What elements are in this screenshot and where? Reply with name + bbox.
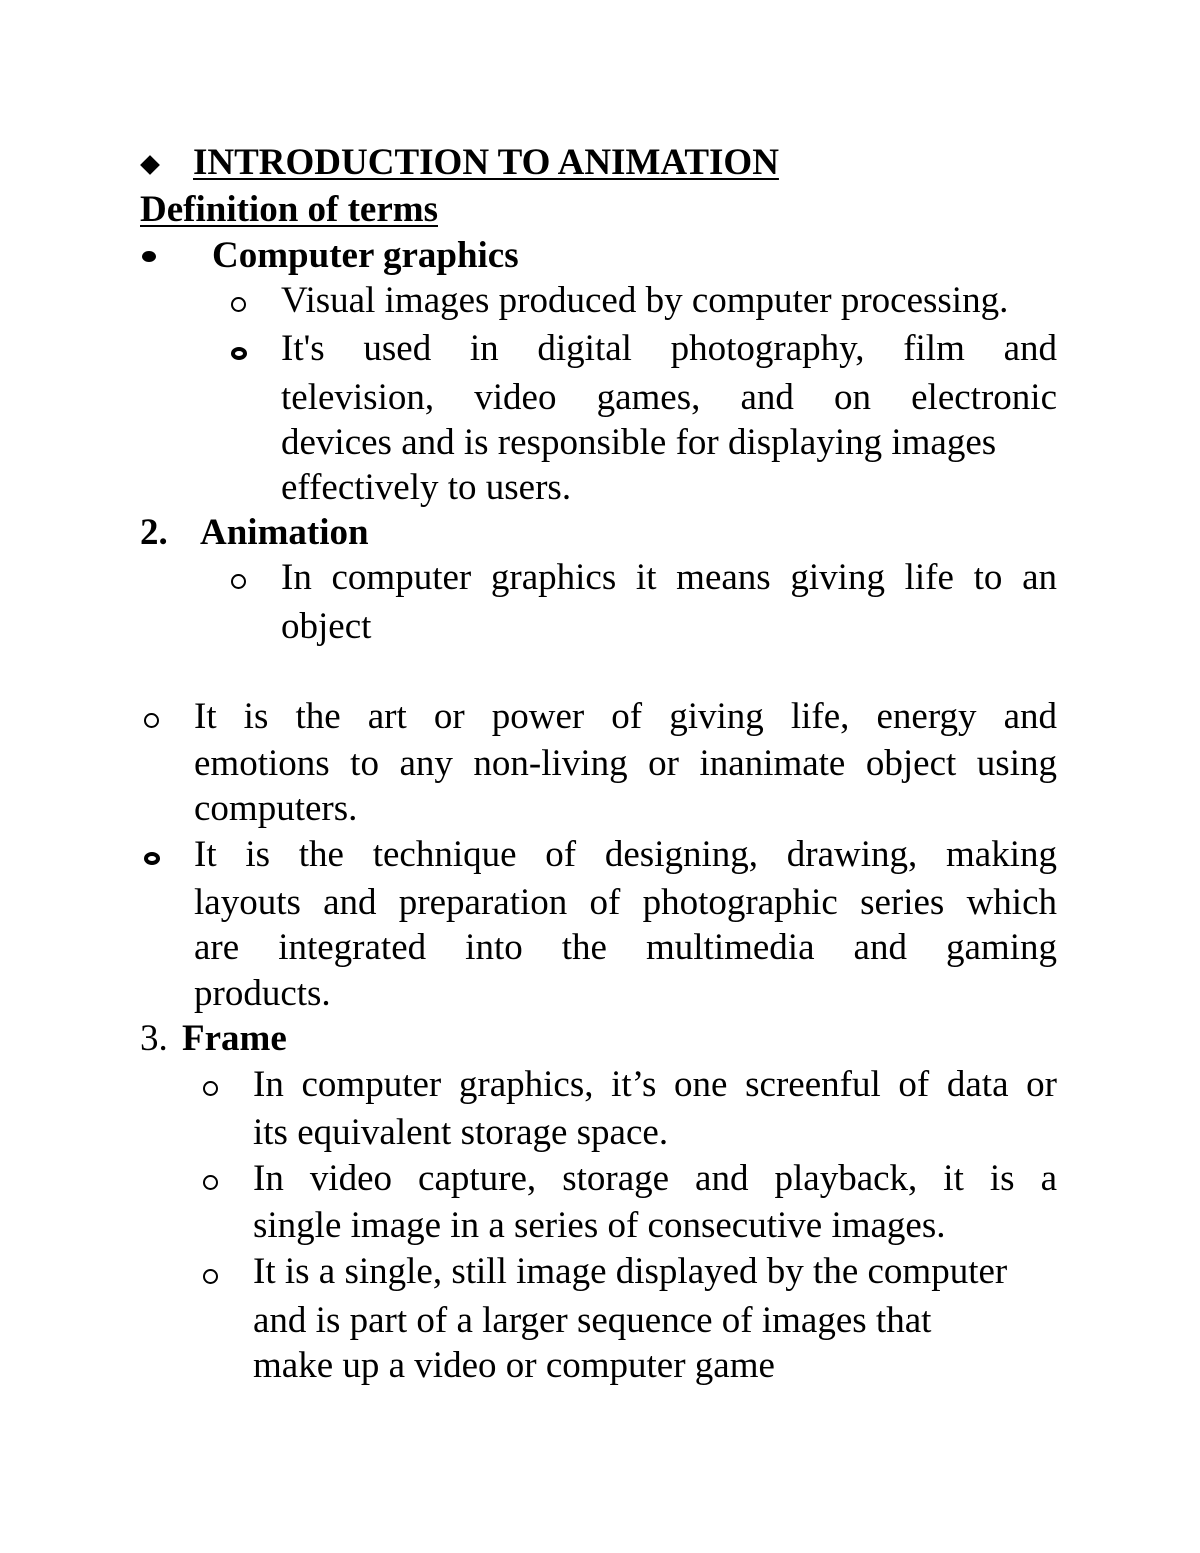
animation-item-3-line-1: It is the technique of designing, drawing, making: [194, 834, 1057, 875]
animation-item-2-line-2: emotions to any non-living or inanimate object using: [194, 743, 1057, 784]
hollow-bullet-icon: [231, 574, 246, 589]
frame-item-3-line-1: It is a single, still image displayed by the computer: [253, 1251, 1008, 1292]
graphics-item-2-line-4: effectively to users.: [281, 467, 572, 508]
hollow-bullet-icon: [231, 297, 246, 312]
animation-item-1-line-2: object: [281, 606, 372, 647]
animation-item-3-line-2: layouts and preparation of photographic series which: [194, 882, 1057, 923]
page-title: INTRODUCTION TO ANIMATION: [193, 142, 779, 183]
frame-item-3-line-3: make up a video or computer game: [253, 1345, 775, 1386]
diamond-bullet-icon: [140, 155, 160, 175]
animation-item-2-line-3: computers.: [194, 788, 358, 829]
animation-item-2-line-1: It is the art or power of giving life, energy and: [194, 696, 1057, 737]
graphics-item-2-line-3: devices and is responsible for displaying images: [281, 422, 997, 463]
bold-hollow-bullet-icon: [231, 347, 247, 360]
filled-bullet-icon: [142, 251, 156, 262]
heading-frame: Frame: [182, 1018, 287, 1059]
frame-item-2-line-1: In video capture, storage and playback, it is a: [253, 1158, 1057, 1199]
heading-computer-graphics: Computer graphics: [212, 235, 519, 276]
hollow-bullet-icon: [144, 713, 159, 728]
graphics-item-1-line-1: Visual images produced by computer processing.: [281, 280, 1009, 321]
frame-item-2-line-2: single image in a series of consecutive images.: [253, 1205, 946, 1246]
animation-item-1-line-1: In computer graphics it means giving life to an: [281, 557, 1057, 598]
section-subtitle: Definition of terms: [140, 189, 438, 230]
frame-item-1-line-1: In computer graphics, it’s one screenful of data or: [253, 1064, 1057, 1105]
hollow-bullet-icon: [203, 1175, 218, 1190]
hollow-bullet-icon: [203, 1081, 218, 1096]
graphics-item-2-line-1: It's used in digital photography, film and: [281, 328, 1057, 369]
hollow-bullet-icon: [203, 1269, 218, 1284]
animation-item-3-line-3: are integrated into the multimedia and gaming: [194, 927, 1057, 968]
section-number-2: 2.: [140, 512, 168, 553]
graphics-item-2-line-2: television, video games, and on electronic: [281, 377, 1057, 418]
frame-item-3-line-2: and is part of a larger sequence of images that: [253, 1300, 932, 1341]
heading-animation: Animation: [200, 512, 369, 553]
animation-item-3-line-4: products.: [194, 973, 331, 1014]
bold-hollow-bullet-icon: [144, 852, 160, 865]
section-number-3: 3.: [140, 1018, 168, 1059]
frame-item-1-line-2: its equivalent storage space.: [253, 1112, 669, 1153]
